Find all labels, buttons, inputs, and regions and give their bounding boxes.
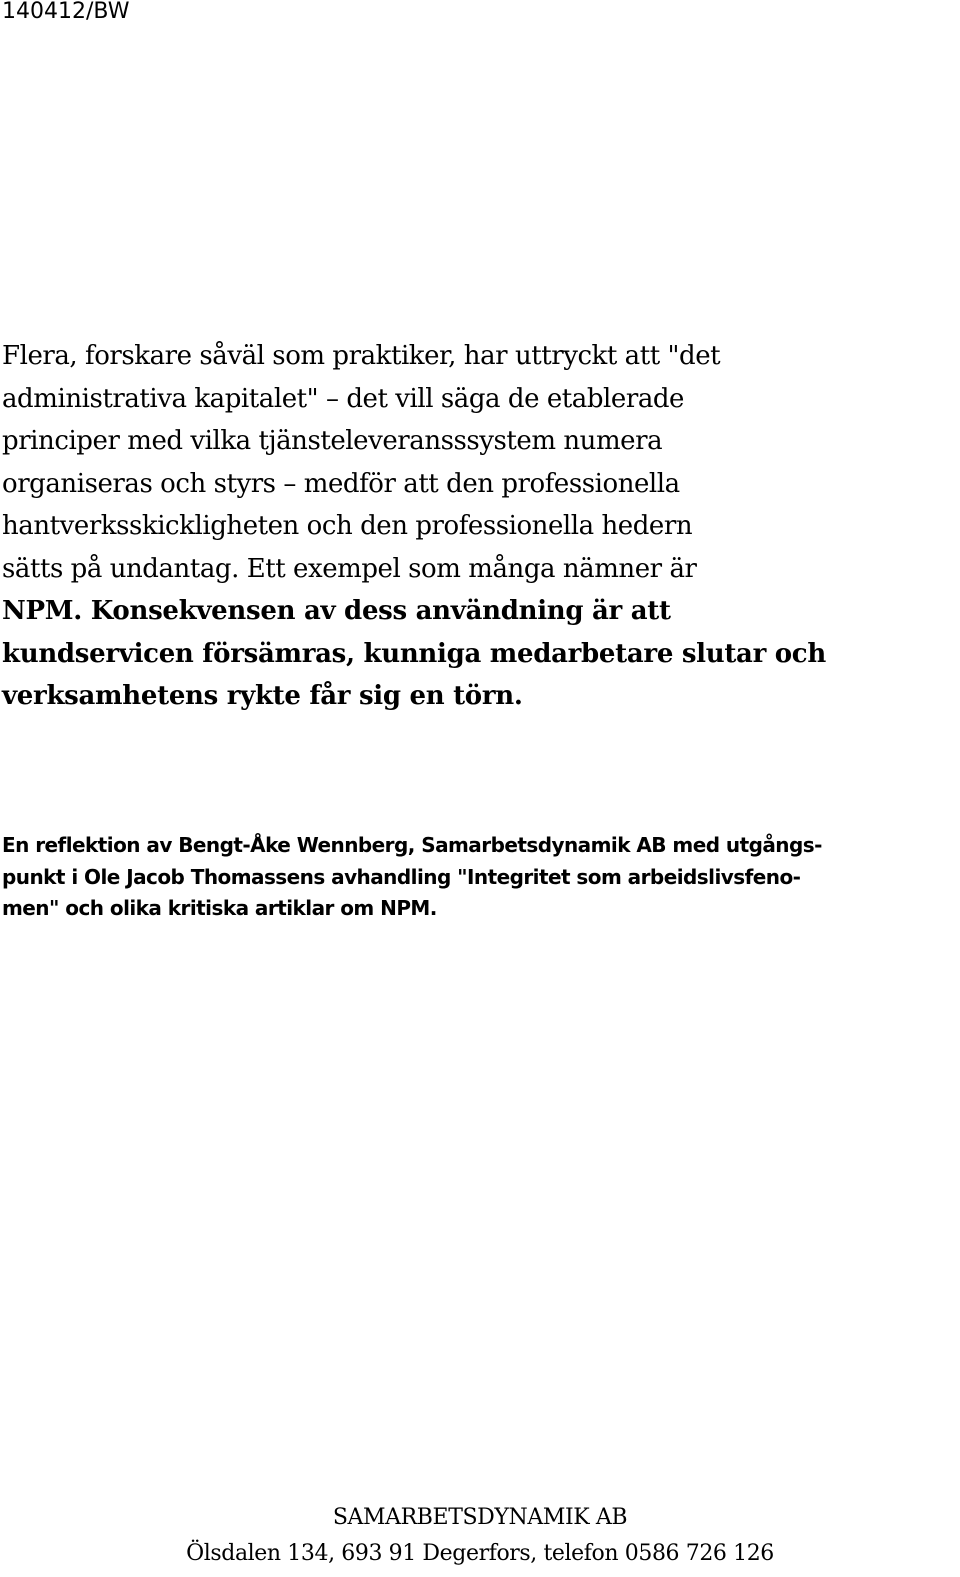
lead-line: Flera, forskare såväl som praktiker, har uttryckt att "det xyxy=(2,341,721,371)
lead-line: kundservicen försämras, kunniga medarbetare slutar och xyxy=(2,638,826,669)
byline xyxy=(2,830,960,925)
byline-line: En reflektion av Bengt-Åke Wennberg, Samarbetsdynamik AB med utgångs- xyxy=(2,833,822,857)
byline-line: men" och olika kritiska artiklar om NPM. xyxy=(2,896,437,920)
lead-line: administrativa kapitalet" – det vill säga de etablerade xyxy=(2,383,684,414)
footer-address: Ölsdalen 134, 693 91 Degerfors, telefon 0586 726 126 xyxy=(186,1541,774,1566)
footer-company: SAMARBETSDYNAMIK AB xyxy=(332,1505,628,1530)
lead-line: sätts på undantag. Ett exempel som många nämner är xyxy=(2,553,697,584)
document-code: 140412/BW xyxy=(2,0,130,24)
lead-line: hantverksskickligheten och den professionella hedern xyxy=(2,511,693,541)
lead-line: organiseras och styrs – medför att den professionella xyxy=(2,468,680,499)
lead-line: principer med vilka tjänsteleveransssystem numera xyxy=(2,426,663,456)
byline-line: punkt i Ole Jacob Thomassens avhandling "Integritet som arbeidslivsfeno- xyxy=(2,864,801,889)
lead-line: NPM. Konsekvensen av dess användning är att xyxy=(2,596,671,626)
footer xyxy=(0,1500,960,1572)
lead-line: verksamhetens rykte får sig en törn. xyxy=(2,681,523,711)
lead-paragraph xyxy=(2,335,960,718)
